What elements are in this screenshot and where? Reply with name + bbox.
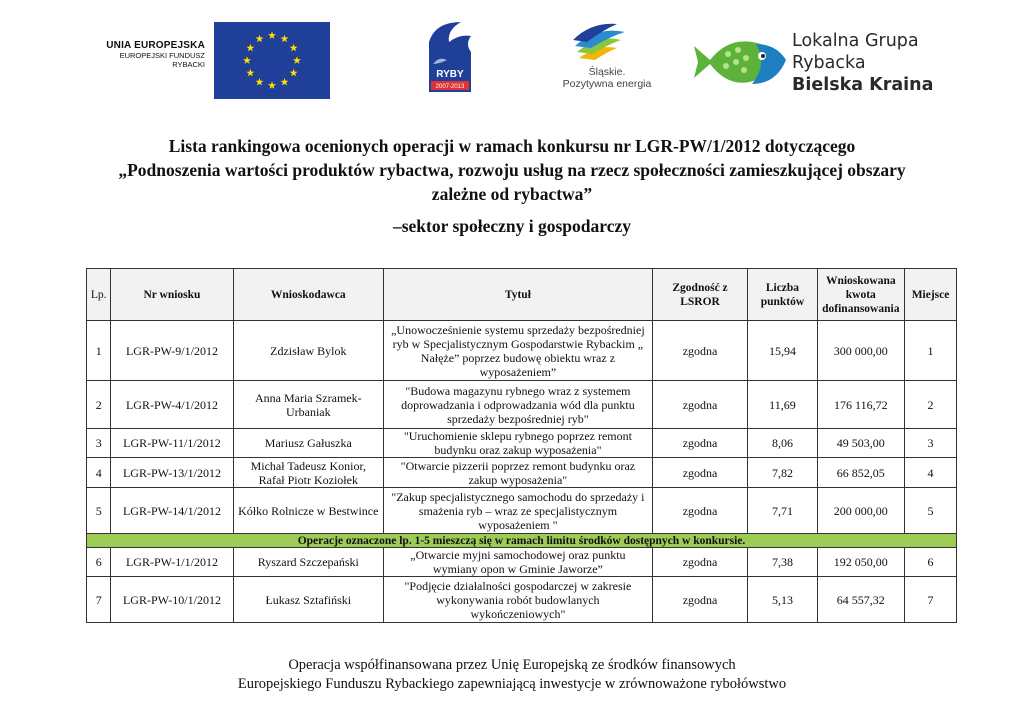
cell-lp-text: 5 xyxy=(95,503,102,518)
header-liczba-1: Liczba xyxy=(765,281,800,294)
limit-note: Operacje oznaczone lp. 1-5 mieszczą się w ramach limitu środków dostępnych w konkursie. xyxy=(87,534,957,548)
cell-tytul-text: "Otwarcie pizzerii poprzez remont budynku oraz xyxy=(400,458,636,473)
header-lp: Lp. xyxy=(87,269,111,321)
cell-punkty xyxy=(748,321,817,381)
cell-lp xyxy=(87,458,111,488)
cell-wnioskodawca-text: Michał Tadeusz Konior, xyxy=(250,458,367,473)
cell-kwota xyxy=(817,321,905,381)
cell-miejsce xyxy=(905,429,957,458)
cell-nr-text: LGR-PW-1/1/2012 xyxy=(125,555,218,569)
cell-wnioskodawca-text: Łukasz Sztafiński xyxy=(265,592,352,607)
cell-miejsce xyxy=(905,548,957,577)
limit-note-row xyxy=(87,534,957,548)
cell-wnioskodawca-text: Kółko Rolnicze w Bestwince xyxy=(238,503,379,518)
cell-punkty-text: 7,82 xyxy=(771,465,793,480)
cell-nr-text: LGR-PW-9/1/2012 xyxy=(125,343,218,358)
cell-kwota xyxy=(817,488,905,534)
eu-flag-icon xyxy=(214,22,330,99)
cell-kwota-text: 192 050,00 xyxy=(833,555,888,569)
cell-kwota-text: 176 116,72 xyxy=(834,397,888,412)
ranking-table xyxy=(86,268,957,623)
cell-zgodnosc-text: zgodna xyxy=(682,397,718,412)
ue-line3: RYBACKI xyxy=(172,60,205,69)
cell-zgodnosc xyxy=(652,577,748,623)
table-row xyxy=(87,548,957,577)
cell-zgodnosc xyxy=(652,381,748,429)
cell-zgodnosc-text: zgodna xyxy=(682,436,718,450)
cell-zgodnosc-text: zgodna xyxy=(682,503,718,518)
footer-line2: Europejskiego Funduszu Rybackiego zapewniającą inwestycje w zrównoważone rybołówstwo xyxy=(237,676,787,692)
cell-zgodnosc xyxy=(652,548,748,577)
cell-miejsce-text: 4 xyxy=(927,465,934,480)
title-line3: zależne od rybactwa” xyxy=(431,184,593,204)
cell-miejsce-text: 5 xyxy=(927,503,934,518)
cell-kwota-text: 300 000,00 xyxy=(833,343,888,358)
cell-nr xyxy=(111,321,233,381)
document-title xyxy=(40,134,984,206)
cell-punkty xyxy=(748,458,817,488)
cell-wnioskodawca xyxy=(233,577,384,623)
header-zgodnosc xyxy=(652,269,748,321)
header-liczba xyxy=(748,269,817,321)
header-kwota-3: dofinansowania xyxy=(822,302,900,315)
cell-wnioskodawca-text: Rafał Piotr Koziołek xyxy=(258,472,358,487)
cell-kwota xyxy=(817,548,905,577)
cell-nr-text: LGR-PW-14/1/2012 xyxy=(122,503,221,518)
table-row xyxy=(87,429,957,458)
cell-tytul xyxy=(384,321,653,381)
cell-wnioskodawca-text: Ryszard Szczepański xyxy=(257,555,359,569)
cell-zgodnosc xyxy=(652,321,748,381)
cell-punkty-text: 15,94 xyxy=(768,343,796,358)
cell-tytul-text: "Uruchomienie sklepu rybnego poprzez remont xyxy=(403,429,632,443)
lgr-line3: Bielska Kraina xyxy=(792,75,934,95)
cell-wnioskodawca xyxy=(233,381,384,429)
cell-kwota xyxy=(817,458,905,488)
header-kwota xyxy=(817,269,905,321)
cell-zgodnosc-text: zgodna xyxy=(682,465,718,480)
header-liczba-2: punktów xyxy=(760,295,805,308)
cell-lp xyxy=(87,548,111,577)
ryby-years: 2007-2013 xyxy=(435,84,465,90)
cell-tytul xyxy=(384,577,653,623)
cell-tytul-text: wyposażeniem " xyxy=(478,517,558,532)
table-row xyxy=(87,321,957,381)
ue-line2: EUROPEJSKI FUNDUSZ xyxy=(119,51,205,60)
cell-wnioskodawca xyxy=(233,458,384,488)
cell-punkty-text: 7,38 xyxy=(771,555,793,569)
cell-nr xyxy=(111,381,233,429)
header-wnioskodawca: Wnioskodawca xyxy=(233,269,384,321)
cell-lp xyxy=(87,381,111,429)
cell-miejsce xyxy=(905,321,957,381)
cell-zgodnosc xyxy=(652,429,748,458)
cell-lp-text: 2 xyxy=(95,397,102,412)
cell-nr xyxy=(111,577,233,623)
cell-kwota xyxy=(817,577,905,623)
cell-tytul-text: Nałęże” poprzez budowę obiektu wraz z xyxy=(420,350,616,365)
title-line1: Lista rankingowa ocenionych operacji w ramach konkursu nr LGR-PW/1/2012 dotyczącego xyxy=(168,136,856,156)
slaskie-line1: Śląskie. xyxy=(588,66,626,78)
lgr-line1: Lokalna Grupa xyxy=(792,31,919,51)
cell-wnioskodawca-text: Anna Maria Szramek- xyxy=(254,390,362,405)
cell-punkty-text: 11,69 xyxy=(769,397,796,412)
cell-nr xyxy=(111,429,233,458)
cell-miejsce-text: 6 xyxy=(927,555,934,569)
cell-punkty xyxy=(748,548,817,577)
cell-kwota-text: 49 503,00 xyxy=(836,436,885,450)
cell-miejsce xyxy=(905,577,957,623)
cell-nr-text: LGR-PW-11/1/2012 xyxy=(123,436,221,450)
cell-wnioskodawca-text: Urbaniak xyxy=(285,404,331,419)
cell-nr-text: LGR-PW-13/1/2012 xyxy=(122,465,221,480)
cell-tytul-text: ryb w Specjalistycznym Gospodarstwie Rybackim „ xyxy=(392,336,644,351)
cell-kwota-text: 66 852,05 xyxy=(836,465,885,480)
cell-wnioskodawca-text: Mariusz Gałuszka xyxy=(264,436,352,450)
cell-zgodnosc-text: zgodna xyxy=(682,592,718,607)
cell-miejsce-text: 3 xyxy=(927,436,934,450)
cell-lp-text: 1 xyxy=(95,343,102,358)
cell-lp xyxy=(87,577,111,623)
cell-lp xyxy=(87,429,111,458)
cell-wnioskodawca xyxy=(233,488,384,534)
cell-kwota xyxy=(817,381,905,429)
cell-lp-text: 3 xyxy=(95,436,102,450)
cell-zgodnosc xyxy=(652,458,748,488)
ue-line1: UNIA EUROPEJSKA xyxy=(106,40,205,51)
table-row xyxy=(87,577,957,623)
cell-miejsce xyxy=(905,488,957,534)
cell-tytul-text: wymiany opon w Gminie Jaworze” xyxy=(432,562,603,576)
cell-kwota-text: 64 557,32 xyxy=(836,592,885,607)
lgr-logo-text xyxy=(792,30,933,96)
cell-kwota-text: 200 000,00 xyxy=(833,503,888,518)
cell-wnioskodawca xyxy=(233,429,384,458)
cell-zgodnosc xyxy=(652,488,748,534)
cell-lp-text: 7 xyxy=(95,592,102,607)
cell-punkty-text: 7,71 xyxy=(771,503,793,518)
slaskie-text xyxy=(557,66,657,90)
cell-lp-text: 4 xyxy=(95,465,102,480)
cell-tytul xyxy=(384,429,653,458)
cell-punkty xyxy=(748,488,817,534)
cell-tytul-text: zakup wyposażenia" xyxy=(468,472,568,487)
cell-nr-text: LGR-PW-10/1/2012 xyxy=(122,592,221,607)
header-miejsce: Miejsce xyxy=(905,269,957,321)
cell-tytul-text: wyposażeniem” xyxy=(479,364,557,379)
cell-tytul-text: "Zakup specjalistycznego samochodu do sprzedaży i xyxy=(391,489,645,504)
cell-miejsce-text: 2 xyxy=(927,397,934,412)
fish-logo-icon xyxy=(692,30,788,92)
ue-logo-text xyxy=(95,40,205,69)
cell-punkty xyxy=(748,429,817,458)
table-row xyxy=(87,381,957,429)
cell-tytul xyxy=(384,458,653,488)
cell-zgodnosc-text: zgodna xyxy=(682,343,718,358)
cell-wnioskodawca-text: Zdzisław Bylok xyxy=(270,343,347,358)
cell-tytul-text: budynku oraz zakup wyposażenia" xyxy=(434,443,602,457)
cell-tytul-text: smażenia ryb – wraz ze specjalistycznym xyxy=(418,503,618,518)
cell-miejsce xyxy=(905,381,957,429)
cell-nr xyxy=(111,488,233,534)
cell-miejsce-text: 7 xyxy=(927,592,934,607)
cell-tytul xyxy=(384,488,653,534)
header-kwota-2: kwota xyxy=(845,288,876,301)
cell-lp xyxy=(87,321,111,381)
lgr-line2: Rybacka xyxy=(792,53,866,73)
ryby-label: RYBY xyxy=(436,69,464,80)
cell-miejsce-text: 1 xyxy=(927,343,934,358)
cell-nr xyxy=(111,548,233,577)
ryby-logo-icon xyxy=(425,20,475,92)
header-zgodnosc-2: LSROR xyxy=(680,295,720,308)
cell-wnioskodawca xyxy=(233,321,384,381)
cell-tytul-text: "Budowa magazynu rybnego wraz z systemem xyxy=(405,383,631,398)
cell-lp-text: 6 xyxy=(95,555,102,569)
title-line2: „Podnoszenia wartości produktów rybactwa, rozwoju usług na rzecz społeczności zamieszkującej obszary xyxy=(118,160,906,180)
cell-nr xyxy=(111,458,233,488)
table-row xyxy=(87,488,957,534)
footer xyxy=(40,656,984,694)
cell-tytul xyxy=(384,381,653,429)
document-subtitle: –sektor społeczny i gospodarczy xyxy=(392,216,632,236)
cell-tytul-text: „Otwarcie myjni samochodowej oraz punktu xyxy=(410,548,626,562)
cell-tytul-text: "Podjęcie działalności gospodarczej w zakresie xyxy=(404,578,632,593)
cell-tytul-text: wykonywania robót budowlanych xyxy=(436,592,600,607)
cell-kwota xyxy=(817,429,905,458)
cell-punkty xyxy=(748,381,817,429)
header-nr: Nr wniosku xyxy=(111,269,233,321)
header-kwota-1: Wnioskowana xyxy=(825,274,896,287)
cell-zgodnosc-text: zgodna xyxy=(682,555,718,569)
cell-punkty-text: 8,06 xyxy=(771,436,793,450)
cell-tytul xyxy=(384,548,653,577)
cell-punkty-text: 5,13 xyxy=(771,592,793,607)
table-header-row xyxy=(87,269,957,321)
cell-lp xyxy=(87,488,111,534)
cell-punkty xyxy=(748,577,817,623)
cell-tytul-text: wykończeniowych" xyxy=(470,606,566,621)
header-tytul: Tytuł xyxy=(384,269,653,321)
cell-tytul-text: doprowadzania i odprowadzania wód dla punktu xyxy=(401,397,635,412)
slaskie-line2: Pozytywna energia xyxy=(562,78,652,90)
cell-tytul-text: sprzedaży bezpośredniej ryb" xyxy=(447,411,589,426)
cell-nr-text: LGR-PW-4/1/2012 xyxy=(125,397,218,412)
cell-wnioskodawca xyxy=(233,548,384,577)
cell-tytul-text: „Unowocześnienie systemu sprzedaży bezpośredniej xyxy=(391,322,645,337)
footer-line1: Operacja współfinansowana przez Unię Europejską ze środków finansowych xyxy=(288,657,736,673)
cell-miejsce xyxy=(905,458,957,488)
table-row xyxy=(87,458,957,488)
header-zgodnosc-1: Zgodność z xyxy=(672,281,728,294)
